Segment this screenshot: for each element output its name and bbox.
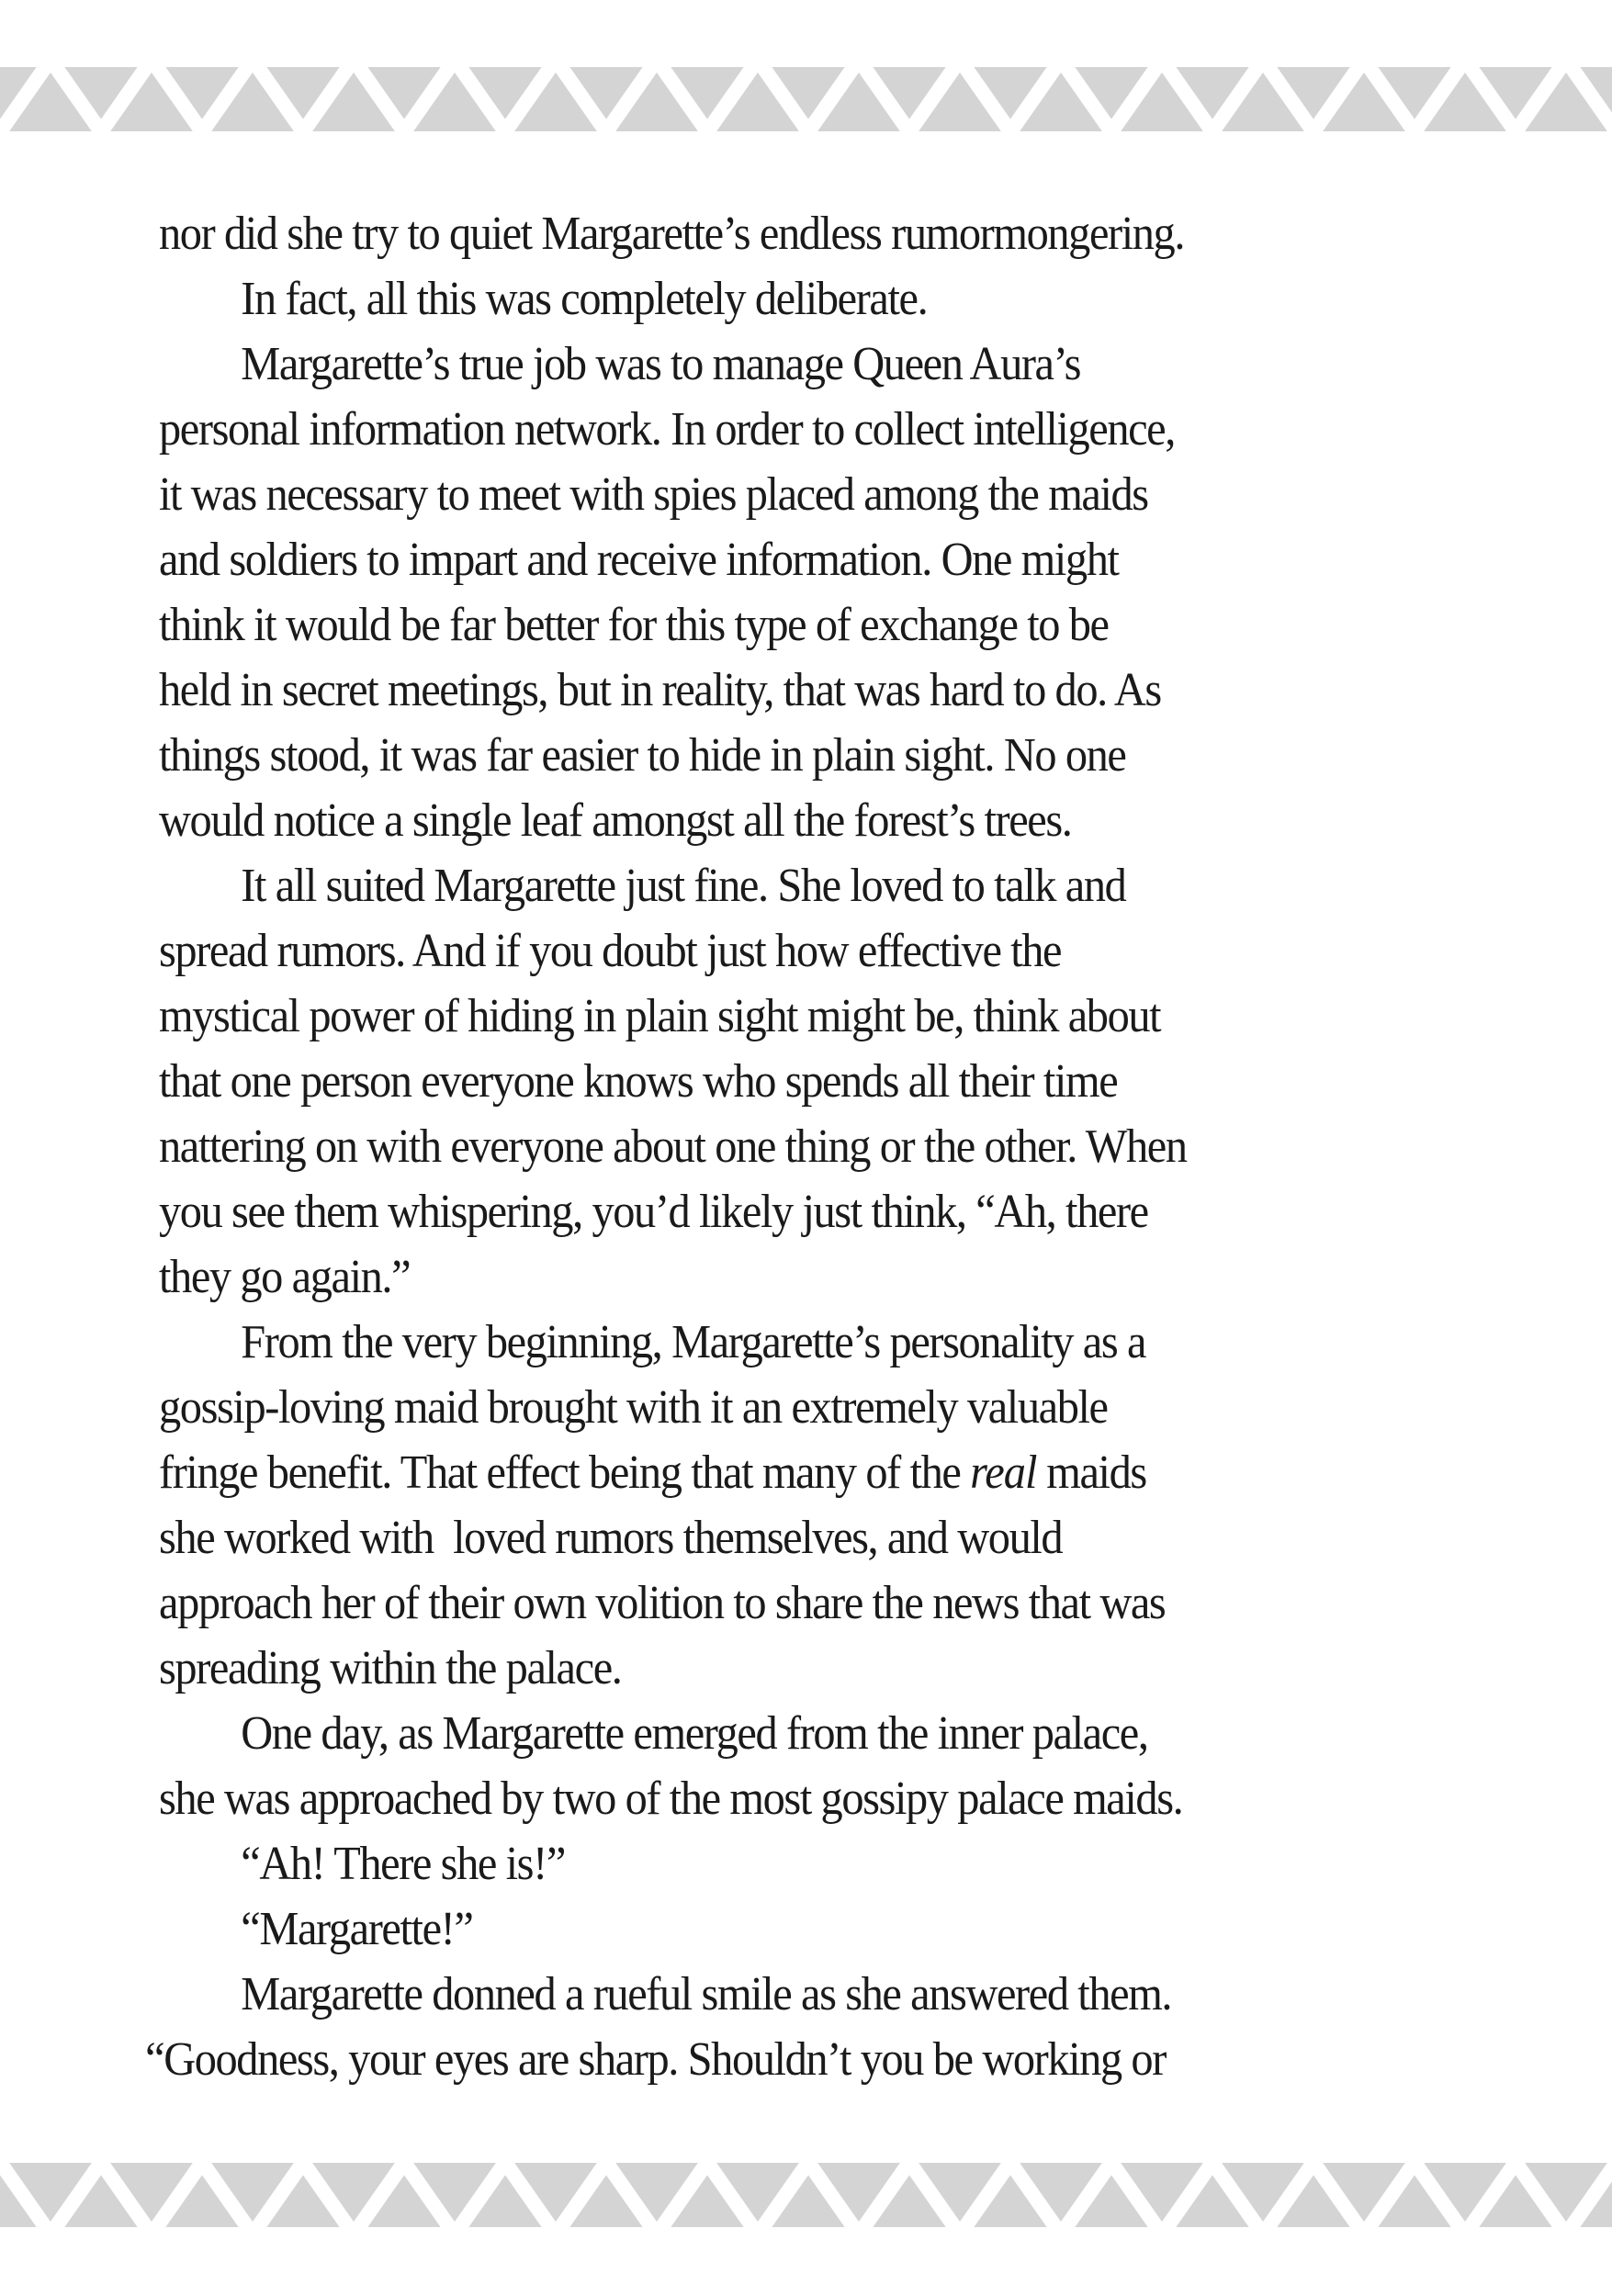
text-line: think it would be far better for this type of exchange to be xyxy=(159,599,1109,651)
text-line: spread rumors. And if you doubt just how effective the xyxy=(159,925,1062,977)
top-border-pattern xyxy=(0,67,1612,131)
text-line: approach her of their own volition to share the news that was xyxy=(159,1577,1166,1629)
text-line: mystical power of hiding in plain sight might be, think about xyxy=(159,990,1161,1042)
text-line: you see them whispering, you’d likely just think, “Ah, there xyxy=(159,1186,1148,1238)
bottom-border-fill xyxy=(0,2163,1612,2227)
text-line-with-italic xyxy=(159,1440,1492,1505)
text-line: One day, as Margarette emerged from the inner palace, xyxy=(241,1707,1148,1760)
italic-word: real xyxy=(970,1446,1037,1499)
text-line: things stood, it was far easier to hide in plain sight. No one xyxy=(159,729,1126,782)
text-line: Margarette’s true job was to manage Queen Aura’s xyxy=(241,338,1081,390)
text-line: she was approached by two of the most gossipy palace maids. xyxy=(159,1773,1183,1825)
text-line: From the very beginning, Margarette’s personality as a xyxy=(241,1316,1146,1368)
text-line: personal information network. In order to collect intelligence, xyxy=(159,403,1175,456)
text-line: Margarette donned a rueful smile as she answered them. xyxy=(241,1968,1172,2020)
text-line: spreading within the palace. xyxy=(159,1642,622,1694)
text-line: would notice a single leaf amongst all the forest’s trees. xyxy=(159,794,1072,847)
top-border-fill xyxy=(0,67,1612,131)
text-line: In fact, all this was completely deliberate. xyxy=(241,273,928,325)
text-line: they go again.” xyxy=(159,1251,411,1303)
text-segment: fringe benefit. That effect being that many of the xyxy=(159,1446,971,1499)
text-segment: maids xyxy=(1036,1446,1146,1499)
text-line: gossip-loving maid brought with it an extremely valuable xyxy=(159,1381,1108,1434)
text-line: “Margarette!” xyxy=(241,1903,473,1955)
body-text xyxy=(145,201,1492,2092)
text-line: It all suited Margarette just fine. She loved to talk and xyxy=(241,860,1126,912)
bottom-border-pattern xyxy=(0,2163,1612,2227)
text-line: “Ah! There she is!” xyxy=(241,1838,565,1890)
text-line: and soldiers to impart and receive information. One might xyxy=(159,534,1119,586)
text-line: it was necessary to meet with spies placed among the maids xyxy=(159,468,1148,521)
text-line: nor did she try to quiet Margarette’s endless rumormongering. xyxy=(159,208,1185,260)
text-line: she worked with loved rumors themselves, and would xyxy=(159,1512,1063,1564)
text-line: “Goodness, your eyes are sharp. Shouldn’t you be working or xyxy=(145,2033,1166,2086)
text-line: nattering on with everyone about one thing or the other. When xyxy=(159,1120,1187,1173)
text-line: held in secret meetings, but in reality, that was hard to do. As xyxy=(159,664,1161,716)
text-line: that one person everyone knows who spends all their time xyxy=(159,1055,1118,1108)
